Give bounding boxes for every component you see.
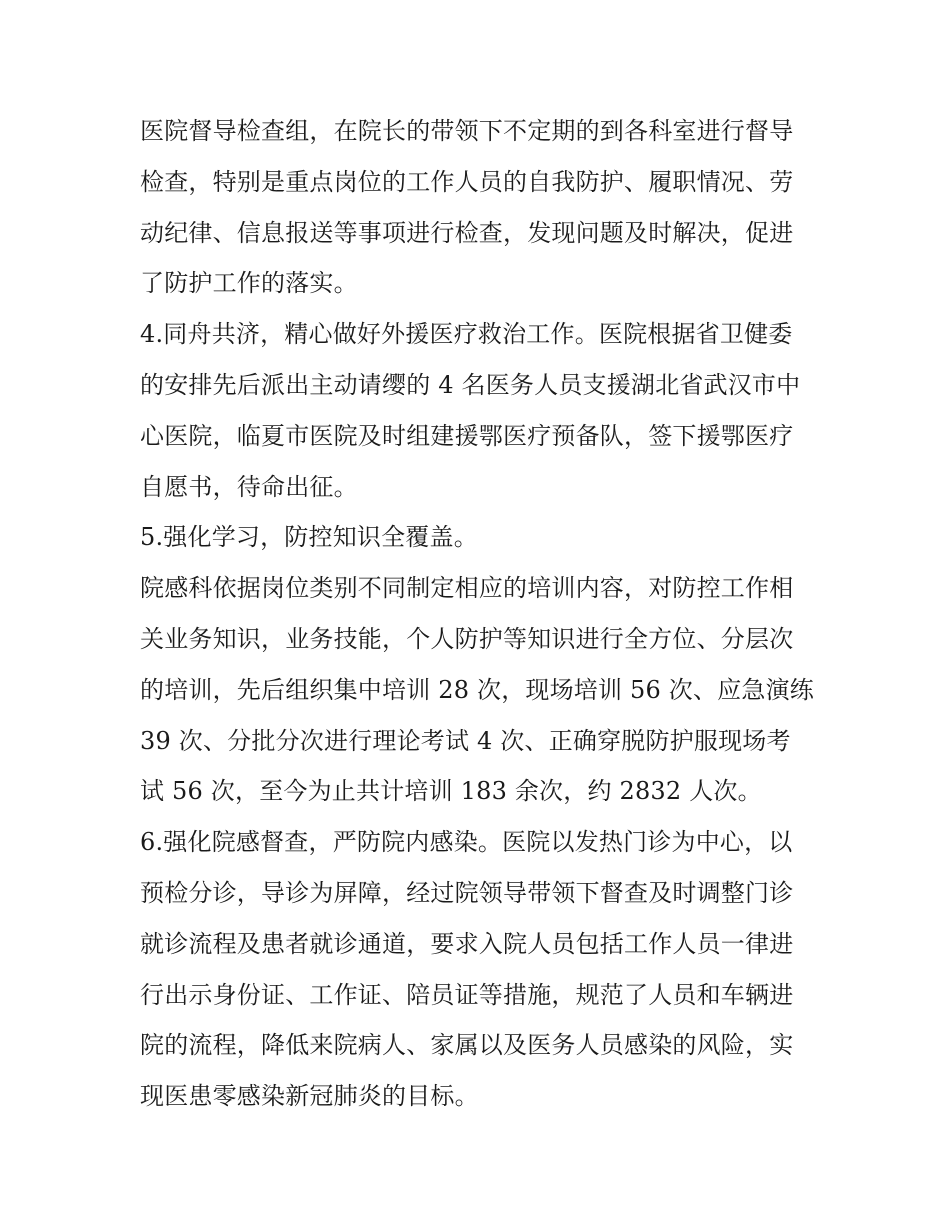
text-line: 院的流程，降低来院病人、家属以及医务人员感染的风险，实 [140,1031,794,1060]
text-line: 的安排先后派出主动请缨的 4 名医务人员支援湖北省武汉市中 [140,370,801,399]
text-line: 就诊流程及患者就诊通道，要求入院人员包括工作人员一律进 [140,929,794,958]
text-line: 自愿书，待命出征。 [140,472,358,501]
text-line: 心医院，临夏市医院及时组建援鄂医疗预备队，签下援鄂医疗 [140,421,794,450]
text-line: 行出示身份证、工作证、陪员证等措施，规范了人员和车辆进 [140,980,794,1009]
text-line: 医院督导检查组，在院长的带领下不定期的到各科室进行督导 [140,117,794,145]
text-line: 现医患零感染新冠肺炎的目标。 [140,1082,479,1111]
section-5-heading-line: 5.强化学习，防控知识全覆盖。 [140,523,478,552]
text-line: 了防护工作的落实。 [140,269,358,298]
text-line: 关业务知识，业务技能，个人防护等知识进行全方位、分层次 [140,624,794,653]
text-line: 39 次、分批分次进行理论考试 4 次、正确穿脱防护服现场考 [140,726,791,755]
text-line: 院感科依据岗位类别不同制定相应的培训内容，对防控工作相 [140,574,794,603]
document-body [140,106,815,1122]
text-line: 试 56 次，至今为止共计培训 183 余次，约 2832 人次。 [140,777,762,806]
section-6-heading-line: 6.强化院感督查，严防院内感染。医院以发热门诊为中心，以 [140,828,793,857]
text-line: 的培训，先后组织集中培训 28 次，现场培训 56 次、应急演练 [140,675,814,704]
text-line: 检查，特别是重点岗位的工作人员的自我防护、履职情况、劳 [140,167,794,196]
text-line: 动纪律、信息报送等事项进行检查，发现问题及时解决，促进 [140,218,794,247]
text-line: 预检分诊，导诊为屏障，经过院领导带领下督查及时调整门诊 [140,878,794,907]
section-4-heading-line: 4.同舟共济，精心做好外援医疗救治工作。医院根据省卫健委 [140,320,793,349]
